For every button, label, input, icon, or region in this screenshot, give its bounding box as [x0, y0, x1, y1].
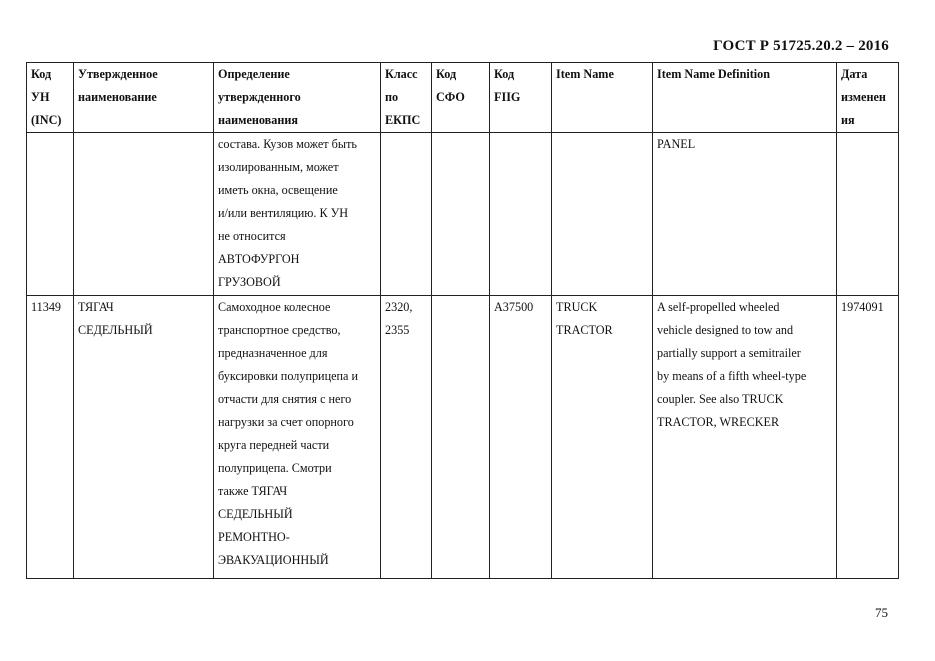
header-line: Код [31, 67, 52, 81]
header-line: наименование [78, 90, 157, 104]
cell-line: vehicle designed to tow and [657, 323, 794, 337]
cell-line: PANEL [657, 137, 696, 151]
cell-line: СЕДЕЛЬНЫЙ [218, 507, 293, 521]
cell-line: изолированным, может [218, 160, 339, 174]
cell-ekps [381, 296, 432, 579]
table-row [27, 296, 899, 579]
table-row [27, 133, 899, 296]
cell-date [837, 296, 899, 579]
header-line: Дата [841, 67, 868, 81]
header-line: УН [31, 90, 50, 104]
header-cell-item-name [552, 63, 653, 133]
header-line: по [385, 90, 399, 104]
cell-line: partially support a semitrailer [657, 346, 801, 360]
cell-definition [214, 133, 381, 296]
cell-line: ЭВАКУАЦИОННЫЙ [218, 553, 329, 567]
header-line: Item Name [556, 67, 614, 81]
cell-line: TRUCK [556, 300, 598, 314]
header-line: Код [436, 67, 457, 81]
cell-line: TRACTOR [556, 323, 613, 337]
cell-approved-name [74, 133, 214, 296]
cell-fiig [490, 296, 552, 579]
header-line: Код [494, 67, 515, 81]
cell-line: отчасти для снятия с него [218, 392, 352, 406]
nomenclature-table [26, 62, 899, 579]
cell-line: также ТЯГАЧ [218, 484, 288, 498]
header-line: FIIG [494, 90, 521, 104]
header-line: утвержденного [218, 90, 301, 104]
header-line: Утвержденное [78, 67, 158, 81]
cell-line: транспортное средство, [218, 323, 341, 337]
header-line: Класс [385, 67, 418, 81]
header-line: ЕКПС [385, 113, 421, 127]
header-line: (INC) [31, 113, 62, 127]
cell-item-name [552, 296, 653, 579]
header-cell-date [837, 63, 899, 133]
table-header-row [27, 63, 899, 133]
cell-item-name-definition [653, 296, 837, 579]
cell-ekps [381, 133, 432, 296]
header-line: Item Name Definition [657, 67, 771, 81]
cell-line: TRACTOR, WRECKER [657, 415, 780, 429]
header-cell-item-name-definition [653, 63, 837, 133]
header-line: ия [841, 113, 855, 127]
cell-line: 11349 [31, 300, 62, 314]
cell-line: 1974091 [841, 300, 884, 314]
cell-sfo [432, 133, 490, 296]
cell-line: A self-propelled wheeled [657, 300, 780, 314]
cell-fiig [490, 133, 552, 296]
cell-date [837, 133, 899, 296]
cell-line: иметь окна, освещение [218, 183, 338, 197]
header-line: изменен [841, 90, 886, 104]
cell-line: ГРУЗОВОЙ [218, 275, 281, 289]
cell-line: СЕДЕЛЬНЫЙ [78, 323, 153, 337]
cell-line: A37500 [494, 300, 534, 314]
header-cell-approved-name [74, 63, 214, 133]
cell-line: ТЯГАЧ [78, 300, 114, 314]
document-standard-header: ГОСТ Р 51725.20.2 – 2016 [713, 38, 889, 54]
cell-inc [27, 296, 74, 579]
cell-line: полуприцепа. Смотри [218, 461, 332, 475]
header-cell-definition [214, 63, 381, 133]
cell-line: АВТОФУРГОН [218, 252, 300, 266]
page-number: 75 [875, 605, 888, 620]
header-cell-ekps [381, 63, 432, 133]
cell-definition [214, 296, 381, 579]
cell-inc [27, 133, 74, 296]
cell-line: by means of a fifth wheel-type [657, 369, 807, 383]
cell-line: нагрузки за счет опорного [218, 415, 354, 429]
cell-line: 2355 [385, 323, 410, 337]
cell-line: Самоходное колесное [218, 300, 331, 314]
header-cell-fiig [490, 63, 552, 133]
cell-line: coupler. See also TRUCK [657, 392, 784, 406]
cell-sfo [432, 296, 490, 579]
cell-line: буксировки полуприцепа и [218, 369, 359, 383]
header-line: СФО [436, 90, 465, 104]
cell-approved-name [74, 296, 214, 579]
header-line: Определение [218, 67, 290, 81]
cell-line: состава. Кузов может быть [218, 137, 357, 151]
header-cell-sfo [432, 63, 490, 133]
cell-line: круга передней части [218, 438, 330, 452]
header-line: наименования [218, 113, 298, 127]
cell-line: РЕМОНТНО- [218, 530, 290, 544]
cell-line: не относится [218, 229, 286, 243]
cell-item-name [552, 133, 653, 296]
cell-line: предназначенное для [218, 346, 328, 360]
cell-line: 2320, [385, 300, 413, 314]
cell-item-name-definition [653, 133, 837, 296]
header-cell-inc [27, 63, 74, 133]
cell-line: и/или вентиляцию. К УН [218, 206, 349, 220]
